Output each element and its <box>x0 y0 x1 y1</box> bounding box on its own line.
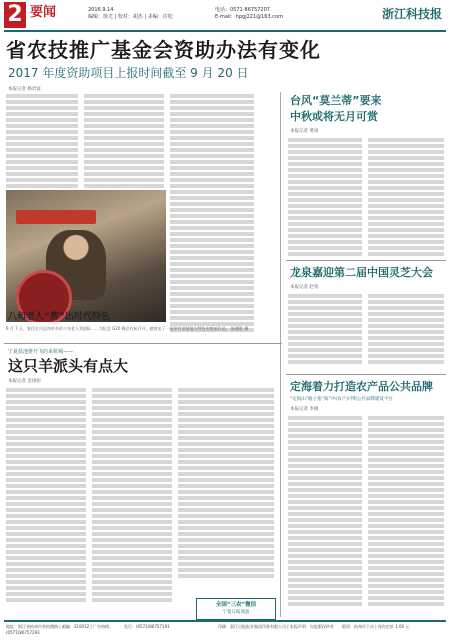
feature2-body-col1 <box>6 386 86 616</box>
side3-byline: 本报记者 李刚 <box>290 407 319 412</box>
footer-rule <box>4 620 446 622</box>
photo-caption <box>6 326 256 332</box>
feature2-headline: 这只羊派头有点大 <box>8 357 129 375</box>
lead-body-col3 <box>170 92 254 342</box>
column-divider <box>280 92 281 617</box>
side1-headline: 台风“莫兰蒂”要来 <box>290 94 382 107</box>
feature2-byline: 本报记者 金国恒 <box>8 379 41 384</box>
side2-body-col1 <box>288 292 362 372</box>
header-meta <box>88 7 173 21</box>
footer-printing: 印刷：浙江日报报业集团印务有限公司 | 本报声明：年报版权所有 <box>218 624 334 629</box>
footer-address: 地址：浙江省杭州市余杭塘路 | 邮编：310012 | 广告热线：(0571)86757293 <box>6 624 114 635</box>
lead-body-col1 <box>6 92 78 188</box>
page-number: 2 <box>4 2 26 28</box>
lead-subheadline: 2017 年度资助项目上报时间截至 9 月 20 日 <box>8 66 249 80</box>
footer-price: 版权：杭州市下沙 | 每份定价 1.00 元 <box>342 624 410 629</box>
side1-body-col1 <box>288 136 362 258</box>
photo-title: 八旬老人“剪”出时代特色 <box>8 312 110 322</box>
side3-body-col2 <box>368 414 444 618</box>
lead-photo <box>6 190 166 322</box>
side2-body-col2 <box>368 292 444 372</box>
feature2-kicker: 宁夏盐池推开飞的来杭城—— <box>8 349 74 355</box>
side3-rule <box>286 374 446 375</box>
side3-headline: 定海着力打造农产品公共品牌 <box>290 380 433 393</box>
lead-body-col2 <box>84 92 164 188</box>
side1-headline2: 中秋或将无月可赏 <box>290 110 378 123</box>
header-date: 2016.9.14 <box>88 7 114 13</box>
side3-kicker: “定海山”瓶子指“海”中(农产)可购公共品牌建设平台 <box>290 397 393 402</box>
header-phone: 电话：0571-86757207 <box>215 7 270 13</box>
sanhe-weixin-title: 全国“三农”微信 <box>215 602 257 608</box>
feature2-body-col3 <box>178 386 274 586</box>
feature2-body-col2 <box>92 386 172 616</box>
brand-masthead: 浙江科技报 <box>381 7 442 21</box>
feature2-rule <box>4 343 282 344</box>
side2-byline: 本报记者 赵勇 <box>290 285 319 290</box>
footer-distribution: 发行：(0571)86757191 <box>124 624 170 629</box>
lead-byline: 本报记者 杨贵富 <box>8 87 41 92</box>
photo-banner <box>16 210 96 224</box>
side2-rule <box>286 260 446 261</box>
side3-body-col1 <box>288 414 362 618</box>
sanhe-weixin-box <box>196 598 276 620</box>
header-email: E-mail：hpgj221@163.com <box>215 14 283 20</box>
header-rule <box>4 30 446 32</box>
photo-caption-text: 9 月 7 日，家住长兴县岗亭乡的八旬老人刘国标……为纪念 G20 峰会在杭召开，她剪出了一批带有浓郁地方特色的剪纸作品。 <box>6 326 230 331</box>
sanhe-weixin-sub: 宁夏日报商盈 <box>222 610 250 615</box>
section-title: 要闻 <box>30 5 57 20</box>
header-contact <box>215 7 283 21</box>
side1-body-col2 <box>368 136 444 258</box>
side2-headline: 龙泉嘉迎第二届中国灵芝大会 <box>290 266 433 279</box>
lead-headline: 省农技推广基金会资助办法有变化 <box>6 38 321 62</box>
photo-credit: 陈德胜 摄 <box>230 326 249 331</box>
side1-byline: 本报记者 黄岗 <box>290 129 319 134</box>
header-editor: 编辑：徐尤 | 校对：胡杰 | 美编：许松 <box>88 14 173 20</box>
